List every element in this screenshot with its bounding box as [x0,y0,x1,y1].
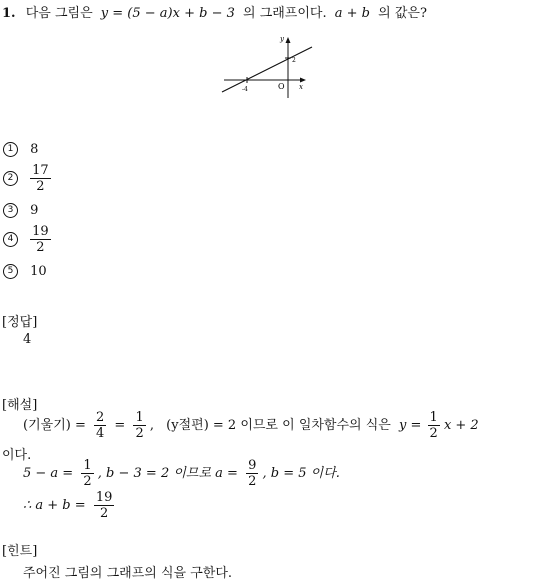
question-equation: y = (5 − a)x + b − 3 [100,6,235,21]
graph-figure [218,32,318,102]
choice-4[interactable] [3,224,51,255]
slope-reduced-fraction [133,410,145,441]
choice-2-numerator: 17 [32,163,49,178]
x-intercept-label: -4 [242,86,248,93]
line2-f1-denominator: 2 [83,474,92,489]
choice-text-5: 10 [30,264,47,279]
choice-4-numerator: 19 [32,224,49,239]
choice-4-denominator: 2 [36,240,45,255]
hint-heading: [힌트] [2,544,38,559]
explanation-line1-wrap: 이다. [2,448,32,463]
function-y-eq: y = [399,418,422,433]
line2-fraction-2 [246,458,258,489]
question-number: 1. [2,6,16,21]
y-axis-label: y [280,35,284,43]
question-line [2,2,427,21]
line2-f2-numerator: 9 [248,458,257,473]
line2-mid: , b − 3 = 2 이므로 a = [97,466,238,481]
choice-3[interactable] [3,203,38,218]
line3-fraction [94,490,115,521]
line2-f1-numerator: 1 [83,458,92,473]
choice-2[interactable] [3,163,51,194]
choice-1[interactable] [3,142,38,157]
function-coef-fraction [428,410,440,441]
choice-fraction-2 [30,163,51,194]
choice-2-denominator: 2 [36,179,45,194]
explanation-line1 [23,410,479,441]
comma: , [149,418,155,433]
line3-denominator: 2 [99,506,109,521]
slope-numerator: 2 [95,410,105,425]
line2-fraction-1 [81,458,93,489]
x-axis-arrow [300,78,306,83]
question-stem-suffix: 의 값은? [378,6,427,21]
function-coef-numerator: 1 [429,410,438,425]
answer-heading: [정답] [2,315,38,330]
explanation-line3 [23,490,114,521]
line2-right: , b = 5 이다. [262,466,340,481]
slope-label: (기울기) = [23,418,86,433]
origin-label: O [278,82,285,91]
function-coef-denominator: 2 [429,426,438,441]
question-stem-prefix: 다음 그림은 [25,6,93,21]
explanation-line2 [23,458,340,489]
line3-left: ∴ a + b = [23,498,86,513]
hint-text: 주어진 그림의 그래프의 식을 구한다. [23,566,233,581]
question-stem-mid: 의 그래프이다. [243,6,327,21]
graph-svg [218,32,318,102]
y-intercept-label: 2 [292,57,296,64]
slope-reduced-numerator: 1 [135,410,144,425]
y-axis-arrow [286,37,291,43]
choice-marker-4: 4 [3,232,18,247]
line2-f2-denominator: 2 [248,474,257,489]
x-axis-label: x [299,83,303,91]
explanation-heading: [해설] [2,398,38,413]
choice-marker-1: 1 [3,142,18,157]
choice-marker-2: 2 [3,171,18,186]
equals-sign: = [114,418,126,433]
line3-numerator: 19 [95,490,113,505]
question-asked: a + b [334,6,370,21]
slope-reduced-denominator: 2 [135,426,144,441]
slope-denominator: 4 [95,426,105,441]
function-tail: x + 2 [443,418,479,433]
choice-marker-5: 5 [3,264,18,279]
intercept-label: (y절편) = 2 이므로 이 일차함수의 식은 [166,418,391,433]
choice-marker-3: 3 [3,203,18,218]
choice-text-3: 9 [30,203,39,218]
slope-fraction [94,410,106,441]
line2-left: 5 − a = [23,466,74,481]
choice-5[interactable] [3,264,47,279]
answer-value: 4 [23,332,32,347]
choice-fraction-4 [30,224,51,255]
choice-text-1: 8 [30,142,39,157]
